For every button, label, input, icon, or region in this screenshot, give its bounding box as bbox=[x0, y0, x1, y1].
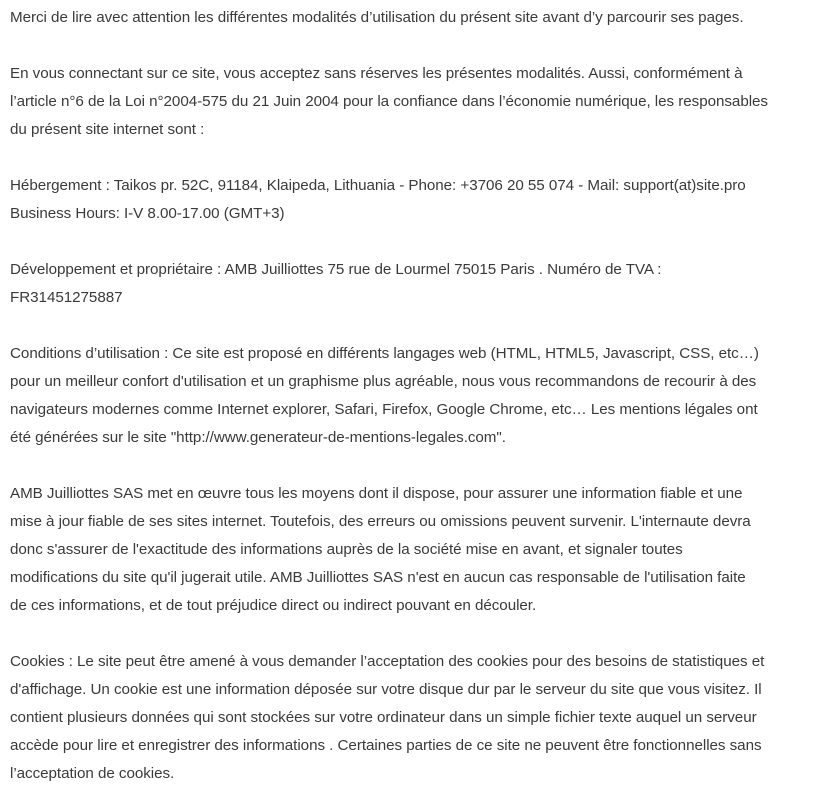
text-line: Développement et propriétaire : AMB Juilliottes 75 rue de Lourmel 75015 Paris . Numéro de TVA : bbox=[10, 261, 662, 278]
text-line: modifications du site qu'il jugerait utile. AMB Juilliottes SAS n'est en aucun cas responsable de l'utilisation faite bbox=[10, 569, 746, 586]
owner-paragraph bbox=[10, 256, 815, 312]
liability-paragraph bbox=[10, 480, 815, 620]
text-line: du présent site internet sont : bbox=[10, 121, 205, 138]
text-line: FR31451275887 bbox=[10, 289, 123, 306]
intro-paragraph bbox=[10, 4, 815, 32]
text-line: donc s'assurer de l'exactitude des informations auprès de la société mise en avant, et signaler toutes bbox=[10, 541, 683, 558]
text-line: En vous connectant sur ce site, vous acceptez sans réserves les présentes modalités. Aussi, conformément à bbox=[10, 65, 743, 82]
text-line: Business Hours: I-V 8.00-17.00 (GMT+3) bbox=[10, 205, 285, 222]
text-line: navigateurs modernes comme Internet explorer, Safari, Firefox, Google Chrome, etc… Les mentions légales ont bbox=[10, 401, 758, 418]
text-line: accède pour lire et enregistrer des informations . Certaines parties de ce site ne peuvent être fonctionnelles sans bbox=[10, 737, 762, 754]
text-line: Conditions d’utilisation : Ce site est proposé en différents langages web (HTML, HTML5, Javascript, CSS, etc…) bbox=[10, 345, 759, 362]
text-line: mise à jour fiable de ses sites internet. Toutefois, des erreurs ou omissions peuvent survenir. L'internaute devra bbox=[10, 513, 751, 530]
terms-acceptance-paragraph bbox=[10, 60, 815, 144]
text-line: pour un meilleur confort d'utilisation et un graphisme plus agréable, nous vous recommandons de recourir à des bbox=[10, 373, 757, 390]
cookies-paragraph bbox=[10, 648, 815, 788]
text-line: été générées sur le site "http://www.generateur-de-mentions-legales.com". bbox=[10, 429, 506, 446]
hosting-paragraph bbox=[10, 172, 815, 228]
terms-of-use-paragraph bbox=[10, 340, 815, 452]
text-line: l’article n°6 de la Loi n°2004-575 du 21 Juin 2004 pour la confiance dans l’économie numérique, les responsables bbox=[10, 93, 768, 110]
text-line: Merci de lire avec attention les différentes modalités d’utilisation du présent site avant d’y parcourir ses pages. bbox=[10, 9, 744, 26]
text-line: Hébergement : Taikos pr. 52C, 91184, Klaipeda, Lithuania - Phone: +3706 20 55 074 - Mail: support(at)site.pro bbox=[10, 177, 746, 194]
text-line: AMB Juilliottes SAS met en œuvre tous les moyens dont il dispose, pour assurer une information fiable et une bbox=[10, 485, 743, 502]
text-line: d'affichage. Un cookie est une information déposée sur votre disque dur par le serveur du site que vous visitez. Il bbox=[10, 681, 762, 698]
text-line: de ces informations, et de tout préjudice direct ou indirect pouvant en découler. bbox=[10, 597, 537, 614]
text-line: Cookies : Le site peut être amené à vous demander l’acceptation des cookies pour des besoins de statistiques et bbox=[10, 653, 765, 670]
text-line: contient plusieurs données qui sont stockées sur votre ordinateur dans un simple fichier texte auquel un serveur bbox=[10, 709, 757, 726]
text-line: l’acceptation de cookies. bbox=[10, 765, 175, 782]
